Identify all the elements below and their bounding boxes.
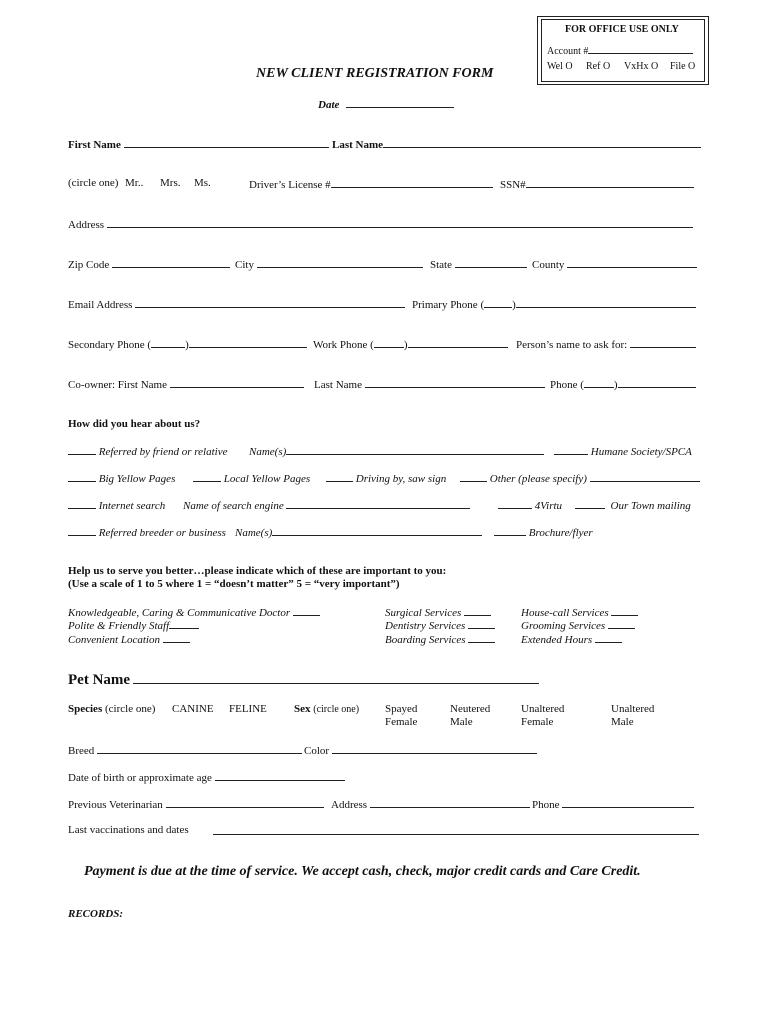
ssn-field[interactable]: [500, 177, 694, 191]
prev-vet-address-field[interactable]: [331, 797, 530, 811]
hear-search-engine-field[interactable]: [183, 498, 470, 512]
unaltered-m-word: Unaltered: [611, 703, 655, 715]
title-ms[interactable]: Ms.: [194, 177, 211, 189]
coowner-first-label: Co-owner: First Name: [68, 379, 167, 391]
hear-4virtu-label: 4Virtu: [534, 500, 563, 512]
unaltered-male-word: Male: [611, 716, 634, 728]
rating-surgical[interactable]: [385, 605, 491, 619]
paren-close: ): [403, 339, 408, 351]
hear-humane-label: Humane Society/SPCA: [590, 446, 692, 458]
rating-staff[interactable]: [68, 618, 199, 632]
dob-label: Date of birth or approximate age: [68, 772, 212, 784]
rating-doctor[interactable]: [68, 605, 320, 619]
rating-doctor-label: Knowledgeable, Caring & Communicative Doctor: [68, 607, 291, 619]
species-circle: (circle one): [104, 703, 156, 715]
hear-local-yellow[interactable]: [193, 471, 310, 485]
hear-humane[interactable]: [554, 444, 692, 458]
last-name-label: Last Name: [332, 139, 384, 151]
unaltered-female-word: Female: [521, 716, 554, 728]
rating-surgical-label: Surgical Services: [385, 607, 462, 619]
paren-close: ): [185, 339, 189, 351]
coowner-phone-label: Phone (: [550, 379, 584, 391]
hear-big-yellow-label: Big Yellow Pages: [98, 473, 176, 485]
hear-names-field[interactable]: [249, 444, 544, 458]
last-name-field[interactable]: [332, 137, 701, 151]
pet-name-label: Pet Name: [68, 672, 131, 688]
spayed-word: Spayed: [385, 703, 418, 715]
rating-housecall-label: House-call Services: [521, 607, 609, 619]
hear-our-town[interactable]: [575, 498, 691, 512]
title-mrs[interactable]: Mrs.: [160, 177, 181, 189]
sex-label: [294, 703, 359, 715]
hear-names2-label: Name(s): [235, 527, 273, 539]
hear-heading: How did you hear about us?: [68, 418, 201, 430]
sex-circle: (circle one): [313, 704, 360, 715]
county-label: County: [532, 259, 565, 271]
coowner-phone-field[interactable]: [550, 377, 696, 391]
state-label: State: [430, 259, 452, 271]
ask-for-field[interactable]: [516, 337, 696, 351]
color-field[interactable]: [304, 743, 537, 757]
ask-for-label: Person’s name to ask for:: [516, 339, 628, 351]
rating-location-label: Convenient Location: [68, 634, 160, 646]
rating-housecall[interactable]: [521, 605, 638, 619]
hear-brochure[interactable]: [494, 525, 593, 539]
prev-vet-phone-field[interactable]: [532, 797, 694, 811]
paren-close: ): [613, 379, 618, 391]
coowner-first-field[interactable]: [68, 377, 304, 391]
date-field[interactable]: [318, 97, 454, 111]
office-check-ref[interactable]: Ref O: [586, 61, 611, 72]
paren-close: ): [512, 299, 516, 311]
hear-referred-breeder-label: Referred breeder or business: [98, 527, 226, 539]
hear-other-label: Other (please specify): [489, 473, 587, 485]
hear-referred-friend-label: Referred by friend or relative: [98, 446, 228, 458]
prev-vet-phone-label: Phone: [532, 799, 560, 811]
rating-boarding[interactable]: [385, 632, 495, 646]
account-label: Account #: [547, 46, 589, 57]
address-label: Address: [68, 219, 105, 231]
primary-phone-label: Primary Phone (: [412, 299, 485, 311]
office-check-wel[interactable]: Wel O: [547, 61, 573, 72]
county-field[interactable]: [532, 257, 697, 271]
city-label: City: [235, 259, 254, 271]
help-line1: Help us to serve you better…please indicate which of these are important to you:: [68, 565, 447, 577]
color-label: Color: [304, 745, 330, 757]
work-phone-field[interactable]: [313, 337, 508, 351]
hear-our-town-label: Our Town mailing: [610, 500, 691, 512]
hear-4virtu[interactable]: [498, 498, 562, 512]
spayed-female-word: Female: [385, 716, 418, 728]
hear-driving-by-label: Driving by, saw sign: [355, 473, 447, 485]
rating-dentistry-label: Dentistry Services: [385, 620, 466, 632]
species-canine[interactable]: CANINE: [172, 703, 214, 715]
rating-extended-label: Extended Hours: [521, 634, 593, 646]
title-circle-label: (circle one): [68, 177, 119, 189]
office-check-file[interactable]: File O: [670, 61, 696, 72]
rating-location[interactable]: [68, 632, 190, 646]
primary-phone-field[interactable]: [412, 297, 696, 311]
zip-label: Zip Code: [68, 259, 110, 271]
breed-label: Breed: [68, 745, 95, 757]
date-label: Date: [318, 99, 340, 111]
prev-vet-label: Previous Veterinarian: [68, 799, 163, 811]
drivers-license-label: Driver’s License #: [249, 179, 331, 191]
rating-staff-label: Polite & Friendly Staff: [68, 620, 170, 632]
species-label: [68, 703, 155, 715]
breed-field[interactable]: [68, 743, 302, 757]
drivers-license-field[interactable]: [249, 177, 493, 191]
secondary-phone-label: Secondary Phone (: [68, 339, 152, 351]
vaccinations-field[interactable]: [213, 824, 699, 838]
coowner-last-label: Last Name: [314, 379, 362, 391]
rating-boarding-label: Boarding Services: [385, 634, 466, 646]
rating-grooming[interactable]: [521, 618, 635, 632]
rating-extended[interactable]: [521, 632, 622, 646]
first-name-label: First Name: [68, 139, 121, 151]
rating-grooming-label: Grooming Services: [521, 620, 606, 632]
hear-names-label: Name(s): [249, 446, 287, 458]
sex-neutered-male[interactable]: [450, 703, 490, 729]
unaltered-f-word: Unaltered: [521, 703, 565, 715]
neutered-word: Neutered: [450, 703, 491, 715]
hear-driving-by[interactable]: [326, 471, 446, 485]
zip-field[interactable]: [68, 257, 230, 271]
sex-word: Sex: [294, 703, 311, 715]
hear-internet-label: Internet search: [98, 500, 166, 512]
sex-unaltered-female[interactable]: [521, 703, 564, 729]
hear-referred-friend[interactable]: [68, 444, 227, 458]
records-label: RECORDS:: [68, 908, 124, 920]
address-field[interactable]: [68, 217, 693, 231]
email-field[interactable]: [68, 297, 405, 311]
pet-name-field[interactable]: [68, 671, 539, 689]
office-use-title: FOR OFFICE USE ONLY: [565, 24, 679, 35]
hear-big-yellow[interactable]: [68, 471, 175, 485]
hear-other[interactable]: [460, 471, 700, 485]
rating-dentistry[interactable]: [385, 618, 495, 632]
coowner-last-field[interactable]: [314, 377, 545, 391]
hear-local-yellow-label: Local Yellow Pages: [223, 473, 311, 485]
prev-vet-field[interactable]: [68, 797, 324, 811]
hear-referred-breeder[interactable]: [68, 525, 226, 539]
city-field[interactable]: [235, 257, 423, 271]
hear-names2-field[interactable]: [235, 525, 482, 539]
species-feline[interactable]: FELINE: [229, 703, 267, 715]
state-field[interactable]: [430, 257, 527, 271]
form-title: NEW CLIENT REGISTRATION FORM: [256, 66, 494, 81]
ssn-label: SSN#: [500, 179, 526, 191]
sex-spayed-female[interactable]: [385, 703, 417, 729]
help-line2: (Use a scale of 1 to 5 where 1 = “doesn’t matter” 5 = “very important”): [68, 578, 400, 590]
office-check-vxhx[interactable]: VxHx O: [624, 61, 659, 72]
sex-unaltered-male[interactable]: [611, 703, 654, 729]
first-name-field[interactable]: [68, 137, 329, 151]
payment-notice: Payment is due at the time of service. We accept cash, check, major credit cards and Care Credit.: [84, 864, 641, 879]
species-word: Species: [68, 703, 103, 715]
title-mr[interactable]: Mr..: [125, 177, 144, 189]
account-number-field[interactable]: [547, 43, 693, 57]
email-label: Email Address: [68, 299, 133, 311]
neutered-male-word: Male: [450, 716, 473, 728]
secondary-phone-field[interactable]: [68, 337, 307, 351]
prev-vet-address-label: Address: [331, 799, 368, 811]
hear-internet[interactable]: [68, 498, 165, 512]
dob-field[interactable]: [68, 770, 345, 784]
vaccinations-label: Last vaccinations and dates: [68, 824, 189, 836]
work-phone-label: Work Phone (: [313, 339, 374, 351]
hear-search-engine-label: Name of search engine: [183, 500, 284, 512]
hear-brochure-label: Brochure/flyer: [528, 527, 593, 539]
